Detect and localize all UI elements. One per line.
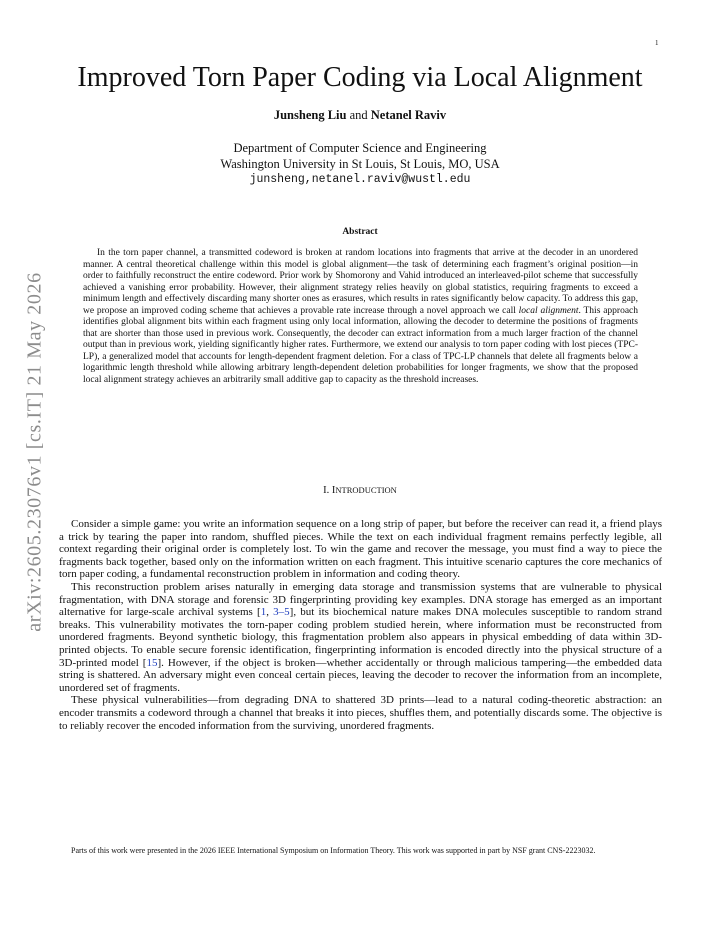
department: Department of Computer Science and Engineering	[233, 141, 487, 155]
paper-title: Improved Torn Paper Coding via Local Alignment	[77, 62, 643, 93]
arxiv-id: arXiv:2605.23076v1 [cs.IT] 21 May 2026	[23, 272, 45, 632]
page-number: 1	[655, 39, 659, 47]
citation-link[interactable]: 3–5	[273, 606, 290, 619]
email: junsheng,netanel.raviv@wustl.edu	[249, 173, 471, 186]
author-conjunction: and	[346, 108, 371, 122]
author-name: Netanel Raviv	[370, 108, 447, 122]
paragraph: These physical vulnerabilities—from degrading DNA to shattered 3D prints—lead to a natural coding-theoretic abstraction: an encoder transmits a codeword through a channel that breaks it into pieces, shuffles them, and potentially discards some. The objective is to reliably recover the encoded information from the surviving, unordered fragments.	[59, 694, 662, 732]
affiliation	[0, 140, 720, 188]
author-name: Junsheng Liu	[273, 108, 347, 122]
author-list	[0, 108, 720, 123]
paragraph: Consider a simple game: you write an information sequence on a long strip of paper, but before the receiver can read it, a friend plays a trick by tearing the paper into random, shuffled pieces. While the text on each individual fragment remains perfectly legible, all context regarding their original order is completely lost. To win the game and recover the message, you must find a way to piece the fragments back together, based only on the information written on each fragment. This intuitive scenario captures the core mechanics of torn paper coding, a fundamental reconstruction problem in information and coding theory.	[59, 518, 662, 581]
body-text	[59, 518, 662, 732]
university: Washington University in St Louis, St Louis, MO, USA	[220, 157, 500, 171]
section-heading: I. INTRODUCTION	[323, 485, 397, 496]
abstract-emphasis: local alignment	[518, 305, 579, 316]
arxiv-stamp	[22, 262, 47, 642]
citation-link[interactable]: 1	[260, 606, 267, 619]
paragraph: This reconstruction problem arises naturally in emerging data storage and transmission systems that are vulnerable to physical fragmentation, with DNA storage and forensic 3D fingerprinting providing key examples. DNA storage has emerged as an important alternative for large-scale archival systems [1, 3–5], but its biochemical nature makes DNA molecules susceptible to random strand breaks. This vulnerability motivates the torn-paper coding problem studied herein, where information must be reconstructed from unordered fragments. Beyond synthetic biology, this fragmentation problem also appears in physical embedding of data within 3D-printed objects. To enable secure forensic identification, fingerprinting information is encoded directly into the physical structure of a 3D-printed model [15]. However, if the object is broken—whether accidentally or through malicious tampering—the embedded data string is shattered. An adversary might even conceal certain pieces, leaving the decoder to recover the information from an incomplete, unordered set of fragments.	[59, 580, 662, 694]
abstract-heading: Abstract	[342, 227, 378, 237]
citation-link[interactable]: 15	[146, 656, 158, 669]
abstract-text: In the torn paper channel, a transmitted codeword is broken at random locations into fragments that arrive at the decoder in an unordered manner. A central theoretical challenge within this model is global alignment—the task of determining each fragment’s original position—in order to faithfully reconstruct the entire codeword. Prior work by Shomorony and Vahid introduced an interleaved-pilot scheme that successfully achieved a vanishing error probability. However, their alignment strategy relies heavily on global statistics, requiring fragments to exceed a minimum length and effectively discarding many shorter ones as erasures, which results in rates significantly below capacity. To address this gap, we propose an improved coding scheme that achieves a provable rate increase through a novel approach we call local alignment. This approach identifies global alignment bits within each fragment using only local information, allowing the decoder to determine the positions of fragments that are shorter than those used in previous work. Consequently, the decoder can extract information from a much larger fraction of the channel output than in previous work, yielding significantly higher rates. Furthermore, we extend our analysis to torn paper coding with lost pieces (TPC-LP), a generalized model that accounts for length-dependent fragment deletion. For a class of TPC-LP channels that delete all fragments below a logarithmic length threshold while allowing arbitrary length-dependent deletion probabilities for longer fragments, we show that the proposed local alignment strategy achieves an arbitrarily small additive gap to capacity as the threshold increases.	[83, 248, 639, 386]
footnote: Parts of this work were presented in the 2026 IEEE International Symposium on Information Theory. This work was supported in part by NSF grant CNS-2223032.	[71, 846, 596, 855]
